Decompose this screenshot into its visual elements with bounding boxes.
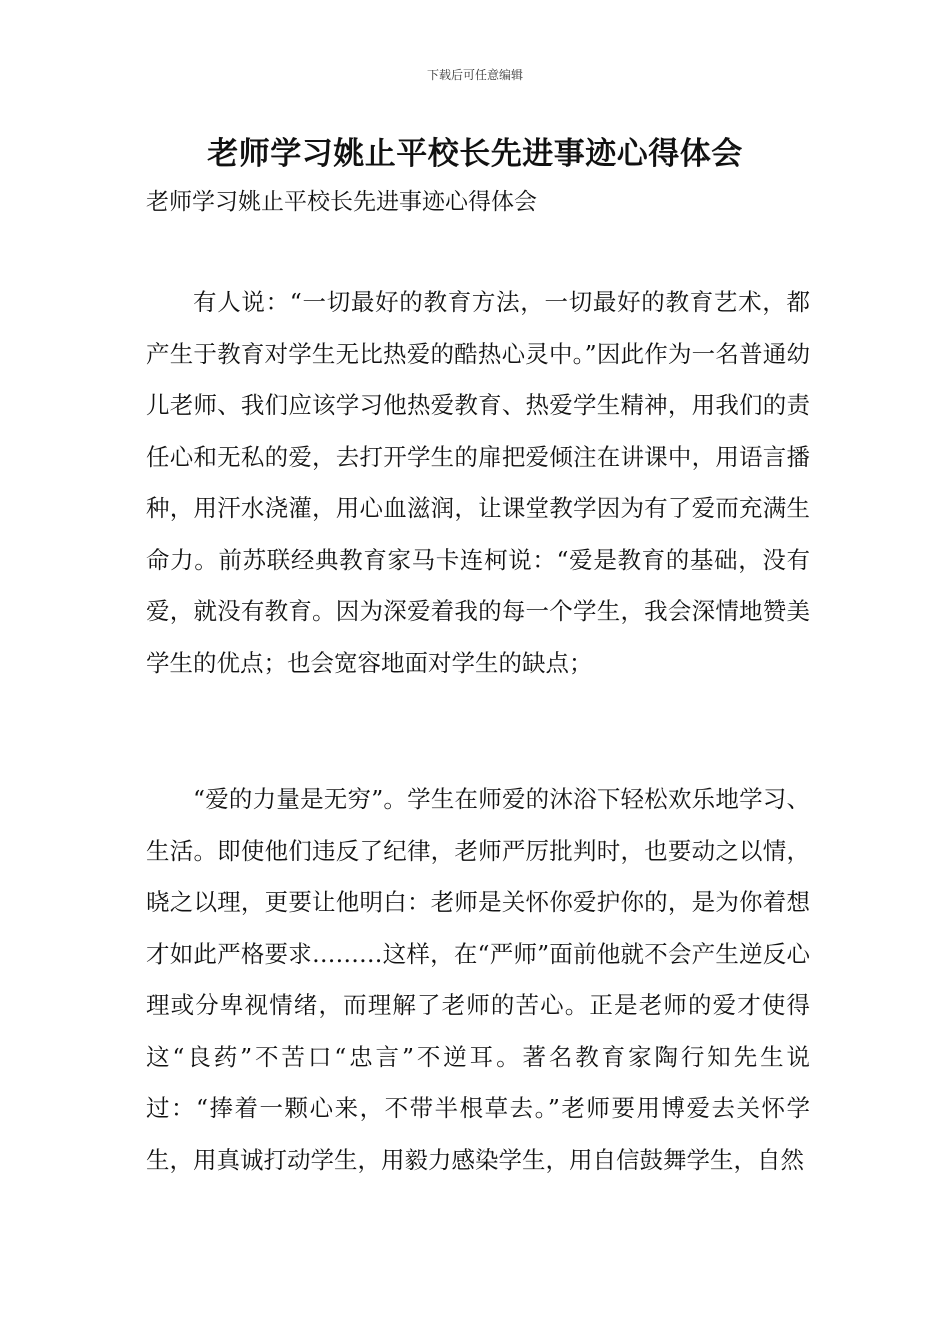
document-subtitle: 老师学习姚止平校长先进事迹心得体会: [146, 189, 537, 215]
paragraph-2: “爱的力量是无穷”。学生在师爱的沐浴下轻松欢乐地学习、生活。即使他们违反了纪律，老师严厉批判时，也要动之以情，晓之以理，更要让他明白：老师是关怀你爱护你的，是为你着想才如此严格要求………这样，在“严师”面前他就不会产生逆反心理或分卑视情绪，而理解了老师的苦心。正是老师的爱才使得这“良药”不苦口“忠言”不逆耳。著名教育家陶行知先生说过：“捧着一颗心来，不带半根草去。”老师要用博爱去关怀学生，用真诚打动学生，用毅力感染学生，用自信鼓舞学生，自然: [146, 785, 810, 1174]
paragraph-1: 有人说：“一切最好的教育方法，一切最好的教育艺术，都产生于教育对学生无比热爱的酷热心灵中。”因此作为一名普通幼儿老师、我们应该学习他热爱教育、热爱学生精神，用我们的责任心和无私的爱，去打开学生的扉把爱倾注在讲课中，用语言播种，用汗水浇灌，用心血滋润，让课堂教学因为有了爱而充满生命力。前苏联经典教育家马卡连柯说：“爱是教育的基础，没有爱，就没有教育。因为深爱着我的每一个学生，我会深情地赞美学生的优点；也会宽容地面对学生的缺点；: [146, 288, 810, 677]
header-note: 下载后可任意编辑: [426, 68, 523, 82]
document-title: 老师学习姚止平校长先进事迹心得体会: [207, 136, 743, 172]
